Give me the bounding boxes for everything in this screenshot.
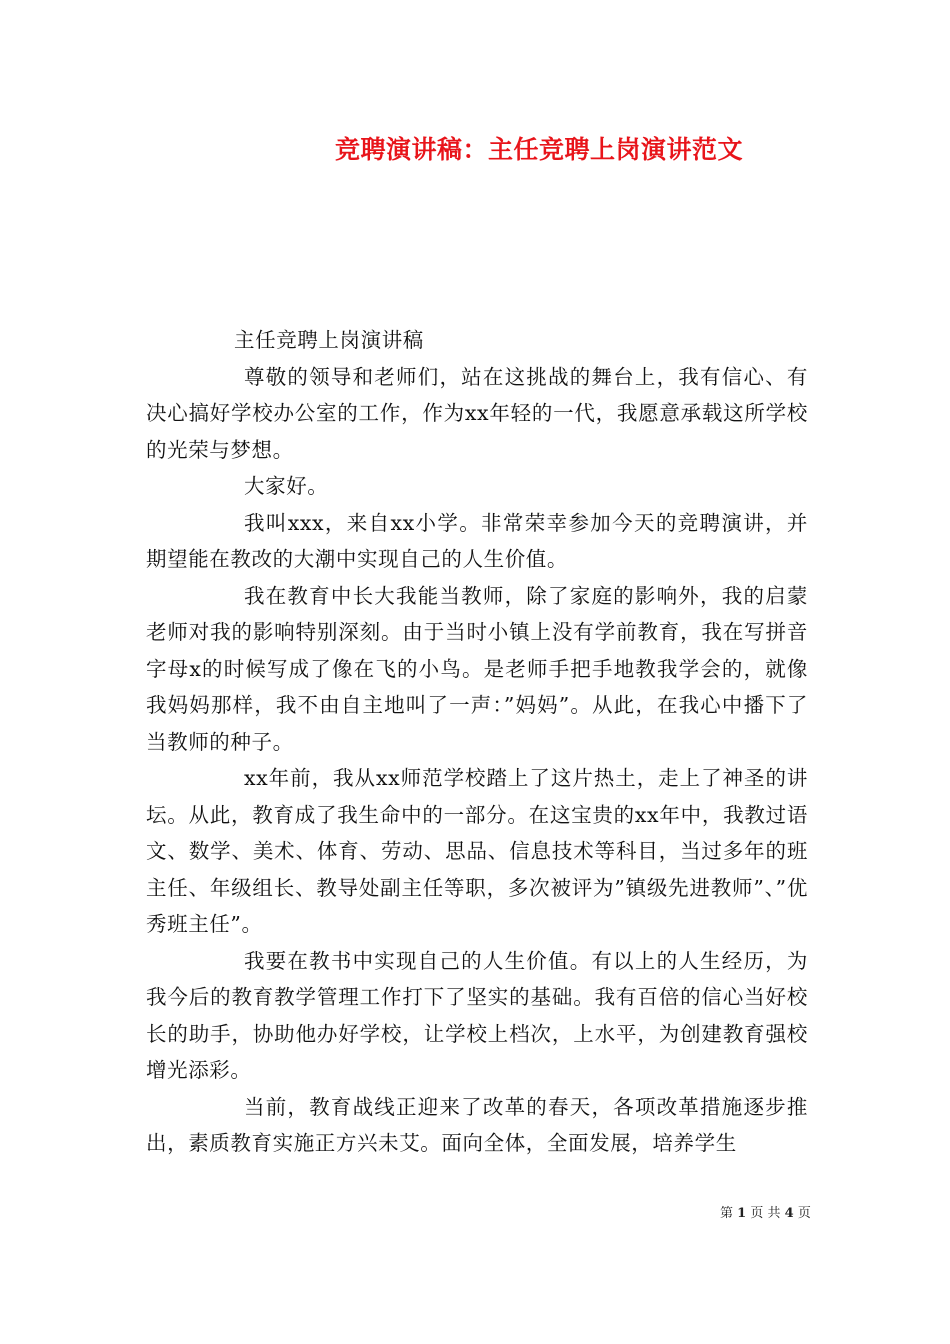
document-subtitle: 主任竞聘上岗演讲稿 — [234, 328, 424, 352]
footer-suffix: 页 — [797, 1206, 811, 1221]
total-page-count: 4 — [784, 1206, 794, 1221]
page-number-footer — [720, 1205, 840, 1223]
footer-prefix: 第 — [720, 1206, 734, 1221]
document-body — [146, 322, 808, 1162]
paragraph-reform: 当前，教育战线正迎来了改革的春天，各项改革措施逐步推出，素质教育实施正方兴未艾。面向全体，全面发展，培养学生 — [146, 1094, 808, 1155]
paragraph-introduction: 我叫xxx，来自xx小学。非常荣幸参加今天的竞聘演讲，并期望能在教改的大潮中实现自己的人生价值。 — [146, 510, 808, 571]
paragraph-career: xx年前，我从xx师范学校踏上了这片热土，走上了神圣的讲坛。从此，教育成了我生命中的一部分。在这宝贵的xx年中，我教过语文、数学、美术、体育、劳动、思品、信息技术等科目，当过多年的班主任、年级组长、教导处副主任等职，多次被评为”镇级先进教师”、”优秀班主任”。 — [146, 766, 808, 936]
document-title: 竞聘演讲稿：主任竞聘上岗演讲范文 — [334, 135, 743, 164]
footer-middle: 页 共 — [750, 1206, 781, 1221]
paragraph-hello: 大家好。 — [244, 474, 329, 498]
paragraph-greeting: 尊敬的领导和老师们，站在这挑战的舞台上，我有信心、有决心搞好学校办公室的工作，作为xx年轻的一代，我愿意承载这所学校的光荣与梦想。 — [146, 364, 808, 462]
paragraph-goals: 我要在教书中实现自己的人生价值。有以上的人生经历，为我今后的教育教学管理工作打下了坚实的基础。我有百倍的信心当好校长的助手，协助他办好学校，让学校上档次，上水平，为创建教育强校增光添彩。 — [146, 948, 808, 1082]
paragraph-childhood: 我在教育中长大我能当教师，除了家庭的影响外，我的启蒙老师对我的影响特别深刻。由于当时小镇上没有学前教育，我在写拼音字母x的时候写成了像在飞的小鸟。是老师手把手地教我学会的，就像我妈妈那样，我不由自主地叫了一声：”妈妈”。从此，在我心中播下了当教师的种子。 — [146, 583, 808, 754]
current-page-number: 1 — [737, 1206, 747, 1221]
